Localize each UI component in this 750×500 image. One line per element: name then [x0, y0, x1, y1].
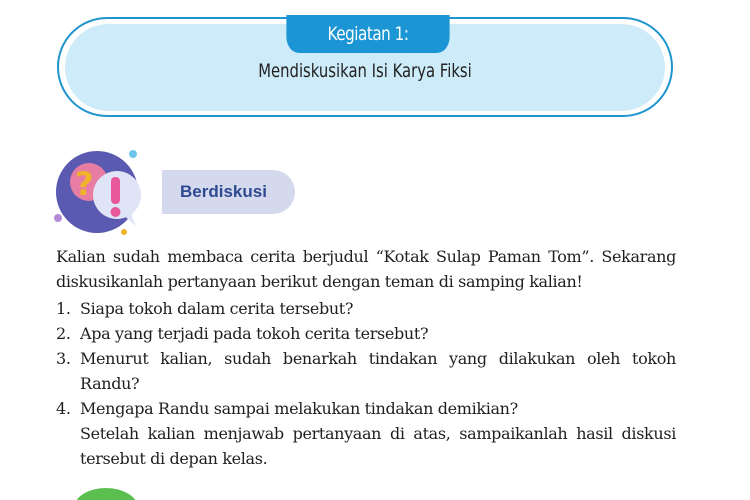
activity-label: Kegiatan 1: — [286, 15, 449, 53]
intro-paragraph: Kalian sudah membaca cerita berjudul “Kotak Sulap Paman Tom”. Sekarang diskusikanlah pertanyaan berikut dengan teman di samping kalian! — [56, 247, 676, 291]
question-number: 3. — [56, 349, 71, 368]
svg-text:?: ? — [75, 165, 94, 203]
next-section-icon — [74, 488, 138, 500]
question-item — [56, 321, 676, 346]
question-exclamation-icon — [50, 142, 150, 238]
question-text: Menurut kalian, sudah benarkah tindakan yang dilakukan oleh tokoh Randu? — [80, 349, 676, 393]
question-number: 2. — [56, 324, 71, 343]
question-item — [56, 396, 676, 421]
question-item — [56, 346, 676, 396]
question-text: Apa yang terjadi pada tokoh cerita tersebut? — [80, 324, 429, 343]
question-number: 4. — [56, 399, 71, 418]
activity-title: Mendiskusikan Isi Karya Fiksi — [258, 60, 472, 82]
discussion-body — [56, 244, 676, 471]
question-text: Mengapa Randu sampai melakukan tindakan demikian? — [80, 399, 518, 418]
question-list — [56, 296, 676, 421]
question-item — [56, 296, 676, 321]
question-number: 1. — [56, 299, 71, 318]
question-text: Siapa tokoh dalam cerita tersebut? — [80, 299, 354, 318]
closing-paragraph: Setelah kalian menjawab pertanyaan di atas, sampaikanlah hasil diskusi tersebut di depan kelas. — [80, 424, 676, 468]
section-badge: Berdiskusi — [162, 170, 295, 214]
